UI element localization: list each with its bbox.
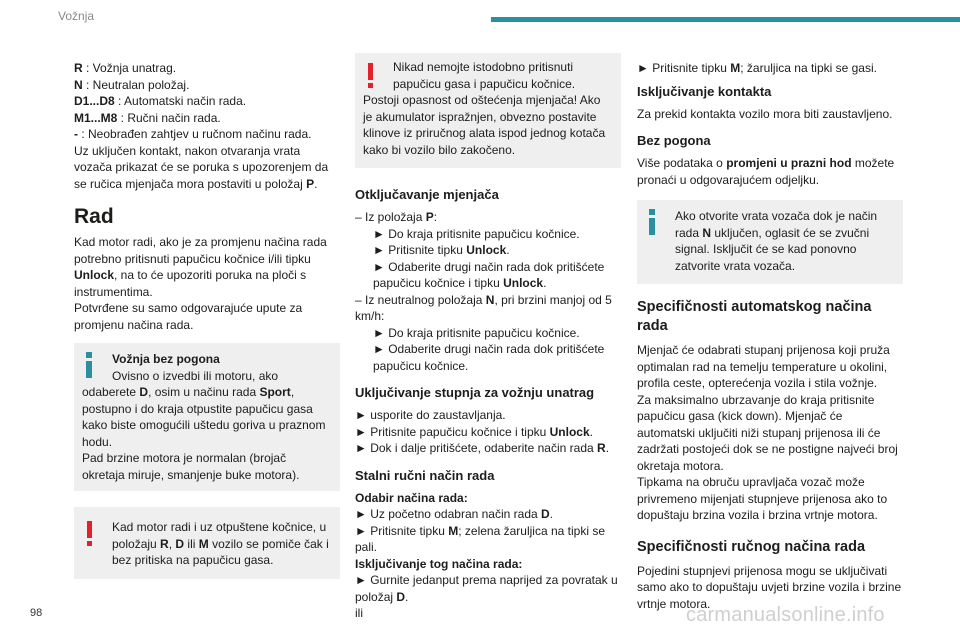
legend-dash: - : Neobrađen zahtjev u ručnom načinu rada. xyxy=(74,127,312,141)
manual-sub-2: Isključivanje tog načina rada: xyxy=(355,556,523,571)
no-drive-heading: Bez pogona xyxy=(637,133,711,148)
info-box-door xyxy=(637,200,903,284)
info-line-2: rada N uključen, oglasit će se zvučni signal. Isključit će se kad ponovno zatvorite vrata vozača. xyxy=(675,225,870,273)
warning-box-brakes xyxy=(74,507,340,579)
info-line-3: Pad brzine motora je normalan (brojač okretaja miruje, smanjenje buke motora). xyxy=(82,451,300,482)
manual-step-2: ► Pritisnite tipku M; zelena žaruljica na tipki se pali. xyxy=(355,523,605,554)
reverse-heading: Uključivanje stupnja za vožnju unatrag xyxy=(355,385,595,400)
rad-paragraph-2: Potvrđene su samo odgovarajuće upute za promjenu načina rada. xyxy=(74,301,303,332)
ignition-off-heading: Isključivanje kontakta xyxy=(637,83,772,99)
no-drive-paragraph: Više podataka o promjeni u prazni hod možete pronaći u odgovarajućem odjeljku. xyxy=(637,156,895,187)
legend-r: R : Vožnja unatrag. xyxy=(74,61,177,75)
warning-box-pedals xyxy=(355,53,621,168)
unlock-step-6: ► Do kraja pritisnite papučicu kočnice. xyxy=(373,325,580,340)
header-accent-bar xyxy=(491,17,960,22)
warning-line-1: Nikad nemojte istodobno pritisnuti xyxy=(393,60,574,74)
info-icon xyxy=(646,209,662,235)
manual-or: ili xyxy=(355,606,363,620)
unlock-step-1: – Iz položaja P: xyxy=(355,210,438,224)
unlock-step-2: ► Do kraja pritisnite papučicu kočnice. xyxy=(373,226,580,241)
column-middle xyxy=(355,53,621,622)
manual-step-4: ► Pritisnite tipku M; žaruljica na tipki se gasi. xyxy=(637,61,877,75)
column-right xyxy=(637,60,903,612)
info-line-1: Ovisno o izvedbi ili motoru, ako xyxy=(112,368,279,383)
info-line-2: odaberete D, osim u načinu rada Sport, postupno i do kraja otpustite papučicu gasa kako biste omogućili uštedu goriva u praznom hodu. xyxy=(82,385,326,449)
info-icon xyxy=(83,352,99,378)
unlock-step-4: ► Odaberite drugi način rada dok pritišćete papučicu kočnice i tipku Unlock. xyxy=(373,259,605,290)
manual-step-1: ► Uz početno odabran način rada D. xyxy=(355,507,554,521)
warning-line-1: Kad motor radi i uz otpuštene kočnice, u xyxy=(112,520,327,534)
auto-paragraph-3: Tipkama na obruču upravljača vozač može privremeno mijenjati stupnjeve prijenosa ako to dopuštaju brzina vozila i brzina vrtnje motora. xyxy=(637,475,888,522)
manual-step-3: ► Gurnite jedanput prema naprijed za povratak u položaj D. xyxy=(355,573,618,604)
reverse-step-2: ► Pritisnite papučicu kočnice i tipku Unlock. xyxy=(355,424,593,439)
watermark: carmanualsonline.info xyxy=(686,604,885,626)
warning-icon xyxy=(83,521,99,547)
rad-heading: Rad xyxy=(74,205,114,228)
reverse-step-1: ► usporite do zaustavljanja. xyxy=(355,408,506,422)
column-left xyxy=(74,60,340,579)
info-title: Vožnja bez pogona xyxy=(112,352,220,366)
unlock-step-5: – Iz neutralnog položaja N, pri brzini manjoj od 5 km/h: xyxy=(355,292,612,323)
warning-line-2: položaju R, D ili M vozilo se pomiče čak i bez pritiska na papučicu gasa. xyxy=(112,536,329,567)
auto-paragraph-2: Za maksimalno ubrzavanje do kraja pritisnite papučicu gasa (kick down). Mjenjač će automatski uključiti niži stupanj prijenosa ili će zadržati postojeći dok se ne postigne najveći broj okretaja motora. xyxy=(637,392,898,473)
ignition-off-paragraph: Za prekid kontakta vozilo mora biti zaustavljeno. xyxy=(637,106,893,121)
unlock-step-3: ► Pritisnite tipku Unlock. xyxy=(373,243,510,257)
legend-d: D1...D8 : Automatski način rada. xyxy=(74,94,247,108)
warning-icon xyxy=(364,63,380,89)
manual-mode-heading: Stalni ručni način rada xyxy=(355,467,495,483)
auto-paragraph-1: Mjenjač će odabrati stupanj prijenosa koji pruža optimalan rad na temelju temperature u okolini, profila ceste, opterećenja vozila i stila vožnje. xyxy=(637,343,890,390)
auto-mode-heading: Specifičnosti automatskog načina rada xyxy=(637,299,872,334)
manual-specifics-paragraph: Pojedini stupnjevi prijenosa mogu se uključivati samo ako to dopuštaju uvjeti brzine vozila i brzine vrtnje motora. xyxy=(637,563,902,611)
reverse-step-3: ► Dok i dalje pritišćete, odaberite način rada R. xyxy=(355,441,610,455)
manual-sub-1: Odabir načina rada: xyxy=(355,490,468,505)
warning-line-3: Postoji opasnost od oštećenja mjenjača! Ako je akumulator ispražnjen, obvezno postavite klinove iz priručnog alata ispod jednog kotača kako bi vozilo bilo zakočeno. xyxy=(363,93,606,157)
section-title: Vožnja xyxy=(58,9,95,23)
info-box-no-drive xyxy=(74,343,340,491)
info-line-1: Ako otvorite vrata vozača dok je način xyxy=(675,209,878,223)
page-number: 98 xyxy=(30,607,43,619)
legend-n: N : Neutralan položaj. xyxy=(74,77,190,92)
legend-m: M1...M8 : Ručni način rada. xyxy=(74,110,221,125)
unlock-heading: Otključavanje mjenjača xyxy=(355,187,499,202)
ignition-paragraph: Uz uključen kontakt, nakon otvaranja vrata vozača prikazat će se poruka s upozorenjem da se ručica mjenjača mora postaviti u položaj P. xyxy=(74,143,329,191)
manual-specifics-heading: Specifičnosti ručnog načina rada xyxy=(637,538,866,555)
warning-line-2: papučicu gasa i papučicu kočnice. xyxy=(393,76,576,91)
unlock-step-7: ► Odaberite drugi način rada dok pritišćete papučicu kočnice. xyxy=(373,342,605,373)
rad-paragraph-1: Kad motor radi, ako je za promjenu načina rada potrebno pritisnuti papučicu kočnice i/ili tipku Unlock, na to će upozoriti poruka na ploči s instrumentima. xyxy=(74,235,327,299)
